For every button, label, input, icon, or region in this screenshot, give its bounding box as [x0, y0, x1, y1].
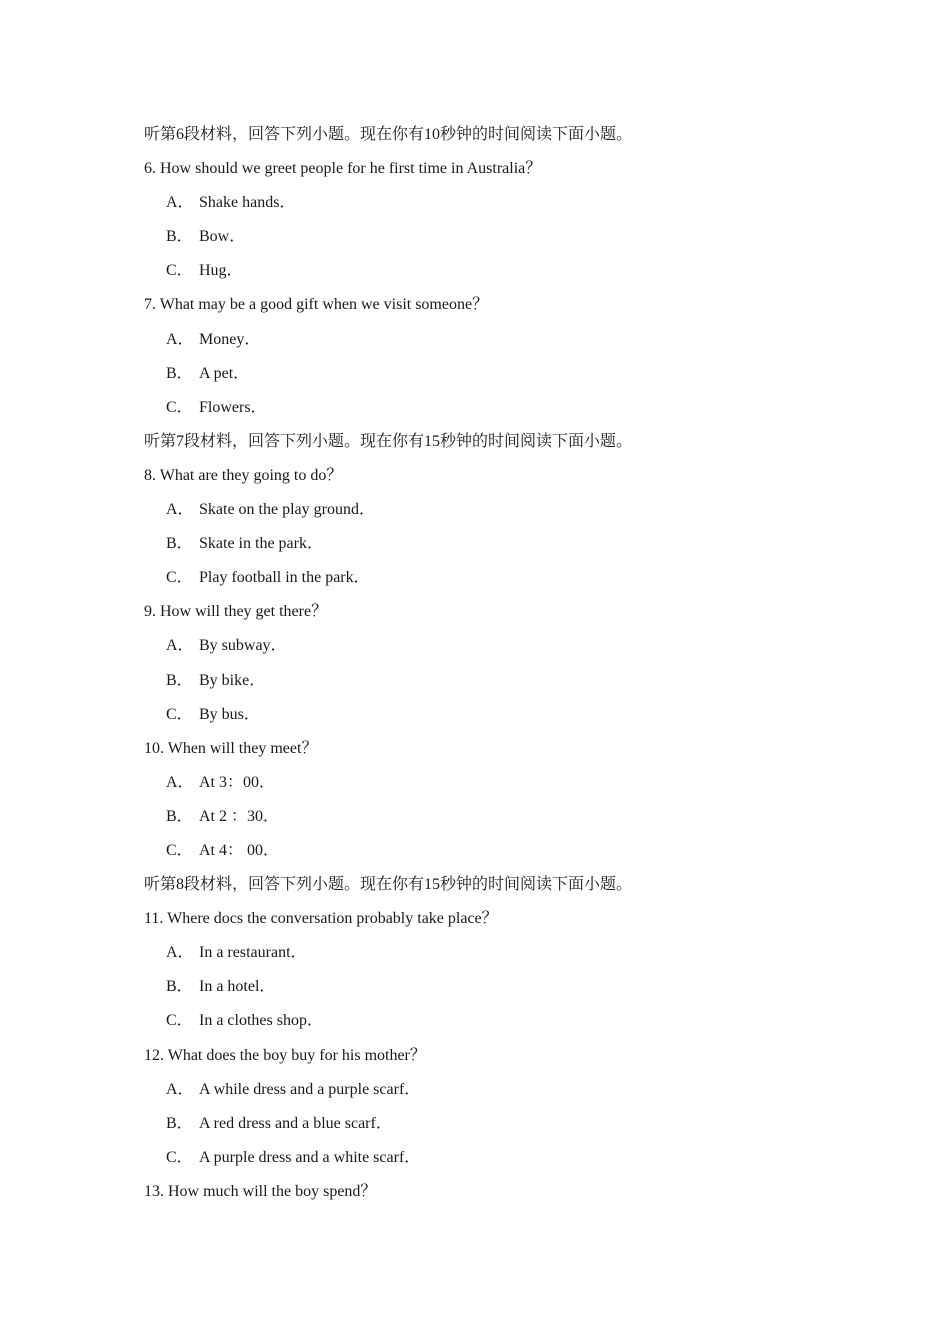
option-12b — [144, 1112, 844, 1146]
option-letter: A． — [166, 637, 194, 655]
option-text: Hug． — [199, 262, 243, 280]
option-9a — [144, 634, 844, 668]
question-7: 7. What may be a good gift when we visit someone？ — [144, 296, 489, 314]
option-9c — [144, 703, 844, 737]
option-text: In a clothes shop． — [199, 1012, 323, 1030]
option-10c — [144, 839, 844, 873]
option-letter: B． — [166, 1114, 193, 1132]
option-11b — [144, 975, 844, 1009]
section-heading: 听第6段材料，回答下列小题。现在你有10秒钟的时间阅读下面小题。 — [144, 126, 633, 143]
question-13: 13. How much will the boy spend？ — [144, 1182, 377, 1200]
option-12c — [144, 1146, 844, 1180]
option-letter: B． — [166, 364, 193, 382]
option-text: By bus． — [199, 705, 260, 723]
option-text: At 4： 00． — [199, 841, 280, 859]
option-letter: C． — [166, 569, 193, 587]
option-letter: C． — [166, 262, 193, 280]
option-11a — [144, 941, 844, 975]
option-text: A purple dress and a white scarf． — [199, 1148, 421, 1166]
option-7c — [144, 396, 844, 430]
option-11c — [144, 1009, 844, 1043]
option-text: Flowers． — [199, 398, 267, 416]
option-text: At 3：00． — [199, 773, 276, 791]
option-8c — [144, 566, 844, 600]
option-letter: A． — [166, 330, 194, 348]
option-letter: A． — [166, 194, 194, 212]
option-text: By bike． — [199, 671, 266, 689]
option-text: A pet． — [199, 364, 250, 382]
option-6b — [144, 225, 844, 259]
question-12: 12. What does the boy buy for his mother？ — [144, 1046, 426, 1064]
option-text: Skate on the play ground． — [199, 501, 375, 519]
option-text: Bow． — [199, 228, 246, 246]
option-text: At 2 ：30． — [199, 807, 280, 825]
option-text: Play football in the park． — [199, 569, 370, 587]
option-8a — [144, 498, 844, 532]
option-letter: C． — [166, 1148, 193, 1166]
option-6a — [144, 191, 844, 225]
option-text: Money． — [199, 330, 261, 348]
section-heading: 听第7段材料，回答下列小题。现在你有15秒钟的时间阅读下面小题。 — [144, 432, 633, 450]
option-letter: C． — [166, 1012, 193, 1030]
question-11: 11. Where docs the conversation probably take place？ — [144, 910, 498, 928]
option-letter: B． — [166, 978, 193, 996]
option-text: In a hotel． — [199, 978, 276, 996]
option-text: By subway． — [199, 637, 287, 655]
option-letter: B． — [166, 671, 193, 689]
option-text: A red dress and a blue scarf． — [199, 1114, 392, 1132]
option-12a — [144, 1078, 844, 1112]
option-10a — [144, 771, 844, 805]
exam-content — [144, 123, 844, 1214]
option-8b — [144, 532, 844, 566]
option-text: Shake hands． — [199, 194, 296, 212]
option-text: A while dress and a purple scarf． — [199, 1080, 421, 1098]
option-letter: B． — [166, 535, 193, 553]
option-text: In a restaurant． — [199, 944, 307, 962]
option-9b — [144, 669, 844, 703]
question-8: 8. What are they going to do？ — [144, 466, 343, 484]
option-10b — [144, 805, 844, 839]
option-7a — [144, 328, 844, 362]
option-letter: C． — [166, 841, 193, 859]
option-letter: A． — [166, 501, 194, 519]
option-letter: A． — [166, 773, 194, 791]
option-letter: A． — [166, 1080, 194, 1098]
question-6: 6. How should we greet people for he first time in Australia？ — [144, 160, 542, 178]
option-letter: A． — [166, 944, 194, 962]
question-9: 9. How will they get there？ — [144, 603, 328, 621]
option-7b — [144, 362, 844, 396]
option-letter: B． — [166, 807, 193, 825]
option-6c — [144, 259, 844, 293]
section-heading: 听第8段材料，回答下列小题。现在你有15秒钟的时间阅读下面小题。 — [144, 876, 633, 894]
option-text: Skate in the park． — [199, 535, 323, 553]
option-letter: C． — [166, 398, 193, 416]
question-10: 10. When will they meet？ — [144, 739, 318, 757]
option-letter: C． — [166, 705, 193, 723]
option-letter: B． — [166, 228, 193, 246]
